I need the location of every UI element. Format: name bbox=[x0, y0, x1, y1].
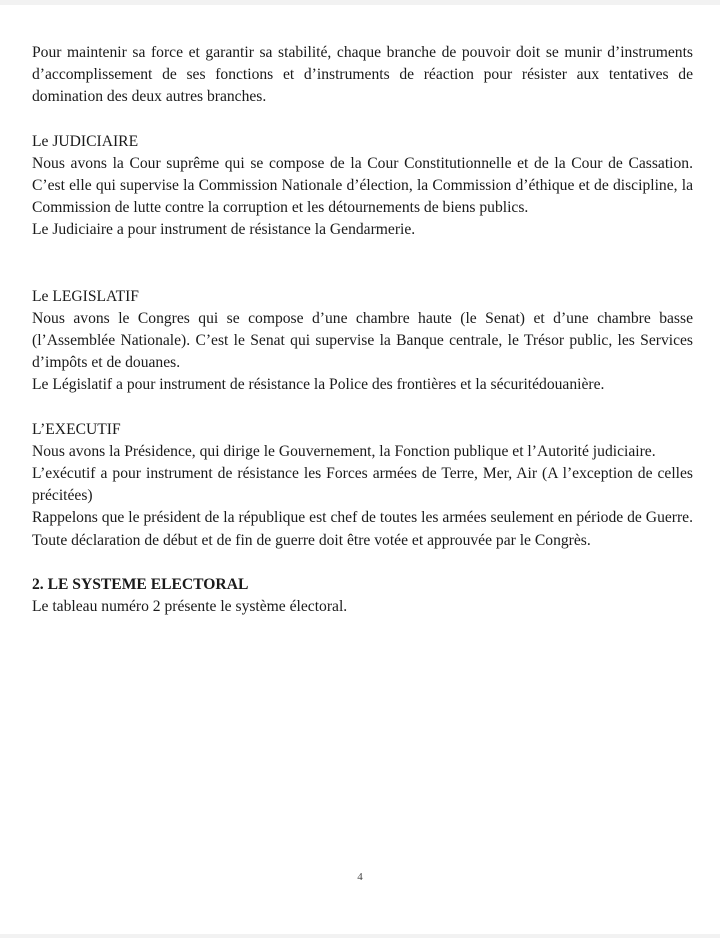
systeme-electoral-heading: 2. LE SYSTEME ELECTORAL bbox=[32, 575, 249, 593]
spacer bbox=[32, 397, 693, 419]
systeme-electoral-paragraph: Le tableau numéro 2 présente le système électoral. bbox=[32, 598, 348, 616]
intro-paragraph: Pour maintenir sa force et garantir sa stabilité, chaque branche de pouvoir doit se munir d’instruments d’accomplissement de ses fonctions et d’instruments de réaction pour résister aux tentatives de domination des deux autres branches. bbox=[32, 44, 693, 106]
executif-paragraph-1: Nous avons la Présidence, qui dirige le Gouvernement, la Fonction publique et l’Autorité judiciaire. bbox=[32, 442, 656, 460]
page-content bbox=[32, 42, 693, 618]
legislatif-heading: Le LEGISLATIF bbox=[32, 287, 139, 305]
page-number: 4 bbox=[357, 871, 363, 883]
document-page bbox=[0, 5, 720, 934]
judiciaire-paragraph-1: Nous avons la Cour suprême qui se compose de la Cour Constitutionnelle et de la Cour de Cassation. C’est elle qui supervise la Commission Nationale d’élection, la Commission d’éthique et de discipline, la Commission de lutte contre la corruption et les détournements de biens publics. bbox=[32, 154, 693, 217]
judiciaire-heading: Le JUDICIAIRE bbox=[32, 132, 139, 150]
spacer bbox=[32, 242, 693, 286]
legislatif-paragraph-1: Nous avons le Congres qui se compose d’une chambre haute (le Senat) et d’une chambre basse (l’Assemblée Nationale). C’est le Senat qui supervise la Banque centrale, le Trésor public, les Services d’impôts et de douanes. bbox=[32, 309, 693, 372]
spacer bbox=[32, 552, 693, 574]
spacer bbox=[32, 109, 693, 131]
judiciaire-paragraph-2: Le Judiciaire a pour instrument de résistance la Gendarmerie. bbox=[32, 221, 416, 239]
executif-paragraph-2: L’exécutif a pour instrument de résistance les Forces armées de Terre, Mer, Air (A l’exception de celles précitées) bbox=[32, 465, 693, 505]
executif-paragraph-3: Rappelons que le président de la république est chef de toutes les armées seulement en période de Guerre. Toute déclaration de début et de fin de guerre doit être votée et approuvée par le Congrès. bbox=[32, 509, 693, 549]
executif-heading: L’EXECUTIF bbox=[32, 420, 121, 438]
legislatif-paragraph-2: Le Législatif a pour instrument de résistance la Police des frontières et la sécuritédouanière. bbox=[32, 376, 605, 394]
